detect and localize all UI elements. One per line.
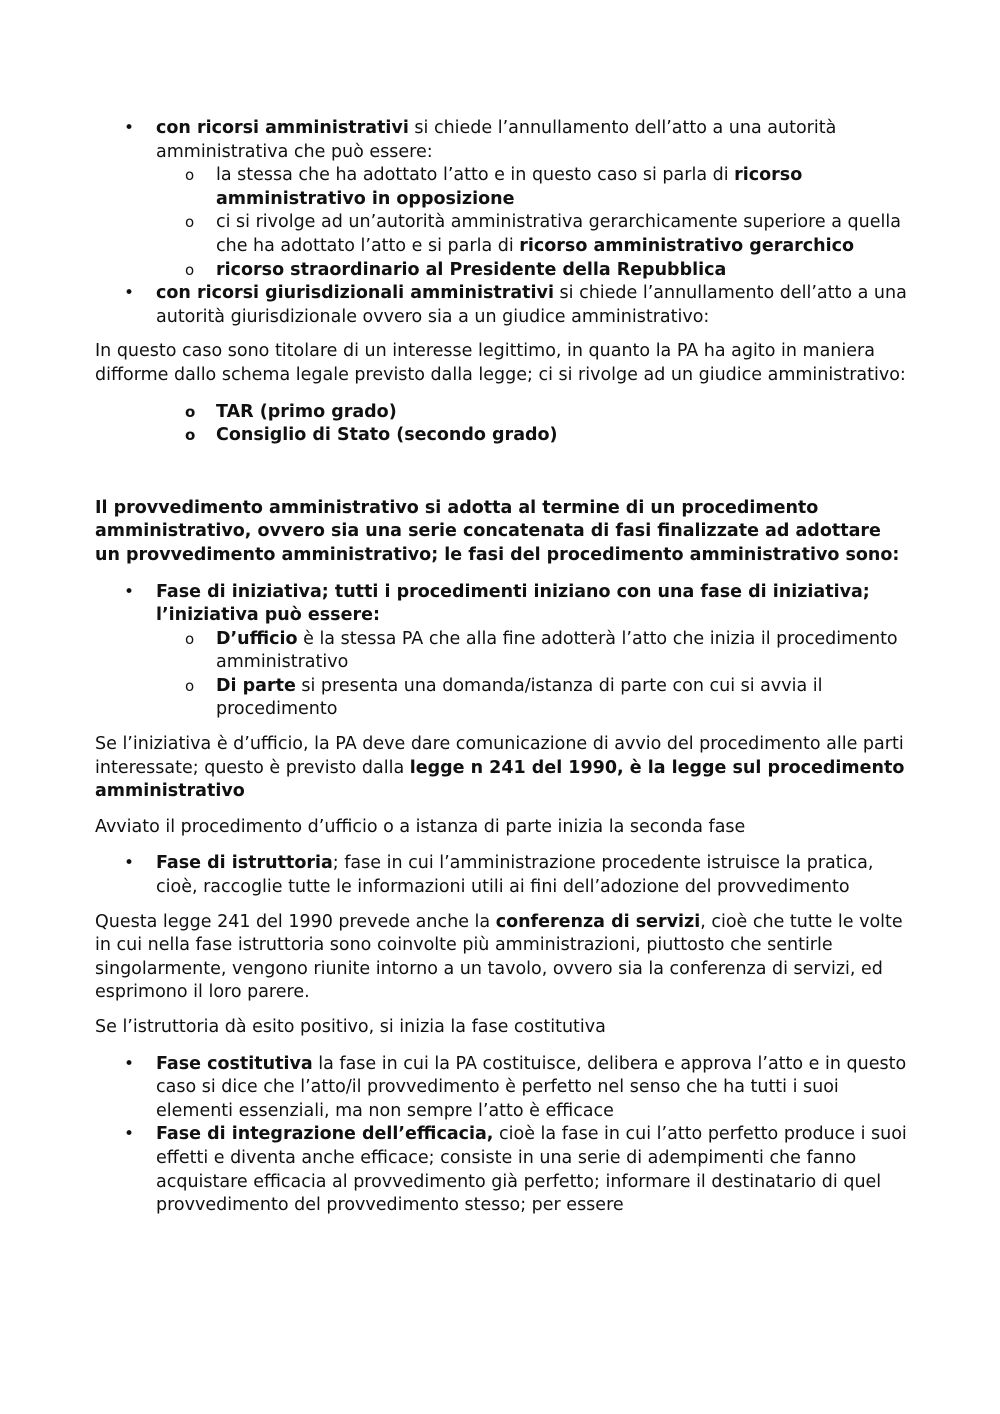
sub-marker: o [185, 426, 196, 445]
paragraph-bold: conferenza di servizi [495, 911, 701, 932]
paragraph-text: Questa legge 241 del 1990 prevede anche la [95, 911, 496, 932]
paragraph-interesse: In questo caso sono titolare di un interesse legittimo, in quanto la PA ha agito in maniera difforme dallo schema legale previsto dalla legge; ci si rivolge ad un giudice amministrativo: [95, 341, 906, 385]
bullet-marker: • [124, 581, 135, 602]
courts-list [95, 401, 910, 448]
list-item-bold: Fase di integrazione dell’efficacia, [156, 1124, 494, 1145]
list-item-bold: Fase di istruttoria [156, 853, 333, 874]
list-item [95, 1053, 910, 1124]
list-item [95, 282, 910, 329]
sub-item-bold: ricorso amministrativo gerarchico [519, 235, 854, 256]
paragraph-text: Se l’iniziativa è d’ufficio, la PA deve dare comunicazione di avvio del procedimento alle parti interessate; questo è previsto dalla [95, 734, 904, 778]
paragraph-text: , cioè che tutte le volte in cui nella fase istruttoria sono coinvolte più amministrazioni, piuttosto che sentirle singolarmente, vengono riunite intorno a un tavolo, ovvero sia la conferenza di servizi, ed esprimono il loro parere. [95, 911, 903, 1003]
sub-list-item [95, 164, 910, 211]
ricorsi-list [95, 117, 910, 329]
court-item [95, 424, 910, 448]
list-item-text: la fase in cui la PA costituisce, delibera e approva l’atto e in questo caso si dice che l’atto/il provvedimento è perfetto nel senso che ha tutti i suoi elementi essenziali, ma non sempre l’atto è efficace [156, 1053, 907, 1121]
sub-item-bold: D’ufficio [216, 628, 298, 649]
list-item-bold: con ricorsi giurisdizionali amministrativi [156, 283, 554, 304]
bullet-marker: • [124, 853, 135, 874]
sub-item-bold: Di parte [216, 675, 296, 696]
bullet-marker: • [124, 1124, 135, 1145]
sub-item-text: ci si rivolge ad un’autorità amministrativa gerarchicamente superiore a quella che ha adottato l’atto e si parla di [216, 212, 901, 256]
sub-marker: o [185, 260, 195, 279]
sub-marker: o [185, 213, 195, 232]
paragraph-provvedimento: Il provvedimento amministrativo si adotta al termine di un procedimento amministrativo, ovvero sia una serie concatenata di fasi finalizzate ad adottare un provvedimento amministrativo; le fasi del procedimento amministrativo sono: [95, 497, 900, 565]
sub-item-text: si presenta una domanda/istanza di parte con cui si avvia il procedimento [216, 675, 823, 720]
list-item-text: si chiede l’annullamento dell’atto a una autorità giurisdizionale ovvero sia a un giudice amministrativo: [156, 283, 907, 327]
fasi-list [95, 581, 910, 723]
costitutiva-list [95, 1053, 910, 1218]
sub-marker: o [185, 166, 195, 185]
list-item [95, 581, 910, 628]
sub-marker: o [185, 676, 195, 695]
court-name: Consiglio di Stato (secondo grado) [216, 425, 558, 446]
sub-list-item [95, 675, 910, 722]
bullet-marker: • [124, 1053, 135, 1074]
list-item [95, 852, 910, 899]
bullet-marker: • [124, 118, 135, 138]
sub-item-text: è la stessa PA che alla fine adotterà l’atto che inizia il procedimento amministrativo [216, 628, 898, 673]
court-name: TAR (primo grado) [216, 401, 397, 422]
paragraph-istruttoria: Se l’istruttoria dà esito positivo, si inizia la fase costitutiva [95, 1017, 606, 1037]
list-item-text: si chiede l’annullamento dell’atto a una autorità amministrativa che può essere: [156, 118, 837, 162]
sub-list-item [95, 259, 910, 283]
document-page [95, 117, 910, 1218]
sub-marker: o [185, 402, 196, 421]
sub-item-bold: ricorso amministrativo in opposizione [216, 165, 803, 209]
sub-list-item [95, 211, 910, 258]
list-item-bold: con ricorsi amministrativi [156, 118, 409, 138]
list-item-text: cioè la fase in cui l’atto perfetto produce i suoi effetti e diventa anche efficace; consiste in una serie di adempimenti che fanno acquistare efficacia al provvedimento già perfetto; informare il destinatario di quel provvedimento del provvedimento stesso; per essere [156, 1124, 907, 1216]
istruttoria-list [95, 852, 910, 899]
list-item [95, 117, 910, 164]
paragraph-conferenza [95, 911, 910, 1005]
list-item [95, 1123, 910, 1217]
paragraph-bold: legge n 241 del 1990, è la legge sul procedimento amministrativo [95, 757, 905, 802]
paragraph-ufficio [95, 733, 910, 804]
court-item [95, 401, 910, 425]
list-item-text: ; fase in cui l’amministrazione procedente istruisce la pratica, cioè, raccoglie tutte le informazioni utili ai fini dell’adozione del provvedimento [156, 853, 874, 898]
sub-item-text: la stessa che ha adottato l’atto e in questo caso si parla di [216, 165, 735, 186]
paragraph-avviato: Avviato il procedimento d’ufficio o a istanza di parte inizia la seconda fase [95, 816, 746, 837]
sub-item-bold: ricorso straordinario al Presidente della Repubblica [216, 259, 727, 280]
list-item-bold: Fase costitutiva [156, 1053, 313, 1074]
sub-marker: o [185, 629, 195, 648]
sub-list-item [95, 628, 910, 675]
bullet-marker: • [124, 283, 135, 304]
list-item-bold: Fase di iniziativa; tutti i procedimenti iniziano con una fase di iniziativa; l’iniziativa può essere: [156, 581, 870, 626]
